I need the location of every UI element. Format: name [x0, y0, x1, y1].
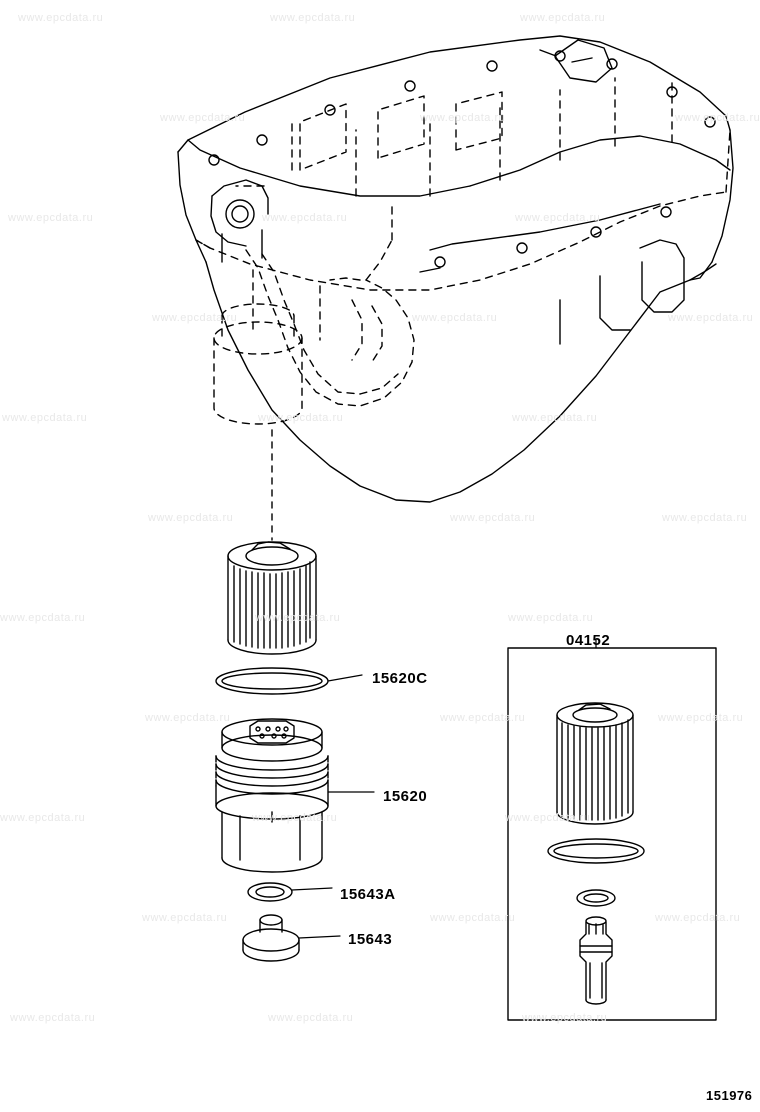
watermark: www.epcdata.ru — [0, 812, 86, 824]
watermark: www.epcdata.ru — [515, 212, 601, 224]
watermark: www.epcdata.ru — [522, 1012, 608, 1024]
watermark: www.epcdata.ru — [430, 912, 516, 924]
kit-cap-oring — [548, 839, 644, 863]
figure-number: 151976 — [706, 1088, 753, 1103]
watermark: www.epcdata.ru — [512, 412, 598, 424]
part-label-15643: 15643 — [348, 931, 393, 948]
watermark: www.epcdata.ru — [142, 912, 228, 924]
watermark: www.epcdata.ru — [262, 212, 348, 224]
watermark: www.epcdata.ru — [160, 112, 246, 124]
drain-plug — [243, 915, 340, 961]
watermark: www.epcdata.ru — [152, 312, 238, 324]
watermark: www.epcdata.ru — [10, 1012, 96, 1024]
drain-plug-oring — [248, 883, 332, 901]
watermark: www.epcdata.ru — [8, 212, 94, 224]
watermark: www.epcdata.ru — [145, 712, 231, 724]
watermark: www.epcdata.ru — [508, 612, 594, 624]
watermark: www.epcdata.ru — [0, 612, 86, 624]
watermark: www.epcdata.ru — [662, 512, 748, 524]
watermark: www.epcdata.ru — [420, 112, 506, 124]
kit-drain-plug — [580, 917, 612, 1004]
watermark: www.epcdata.ru — [675, 112, 760, 124]
oil-filter-cap — [216, 719, 374, 872]
watermark: www.epcdata.ru — [252, 812, 338, 824]
watermark: www.epcdata.ru — [412, 312, 498, 324]
watermark: www.epcdata.ru — [658, 712, 744, 724]
kit-drain-oring — [577, 890, 615, 906]
watermark: www.epcdata.ru — [668, 312, 754, 324]
watermark: www.epcdata.ru — [258, 412, 344, 424]
engine-block-illustration — [178, 36, 733, 502]
watermark: www.epcdata.ru — [440, 712, 526, 724]
watermark: www.epcdata.ru — [18, 12, 104, 24]
watermark: www.epcdata.ru — [255, 612, 341, 624]
watermark: www.epcdata.ru — [2, 412, 88, 424]
watermark: www.epcdata.ru — [270, 12, 356, 24]
kit-filter-element — [557, 703, 633, 824]
part-label-15643a: 15643A — [340, 886, 396, 903]
watermark: www.epcdata.ru — [520, 12, 606, 24]
watermark: www.epcdata.ru — [148, 512, 234, 524]
watermark: www.epcdata.ru — [268, 1012, 354, 1024]
part-label-04152: 04152 — [566, 632, 611, 649]
oil-filter-element — [228, 542, 316, 654]
part-label-15620c: 15620C — [372, 670, 428, 687]
watermark: www.epcdata.ru — [505, 812, 591, 824]
watermark: www.epcdata.ru — [655, 912, 741, 924]
oil-filter-cap-oring — [216, 668, 362, 694]
part-label-15620: 15620 — [383, 788, 428, 805]
watermark: www.epcdata.ru — [450, 512, 536, 524]
